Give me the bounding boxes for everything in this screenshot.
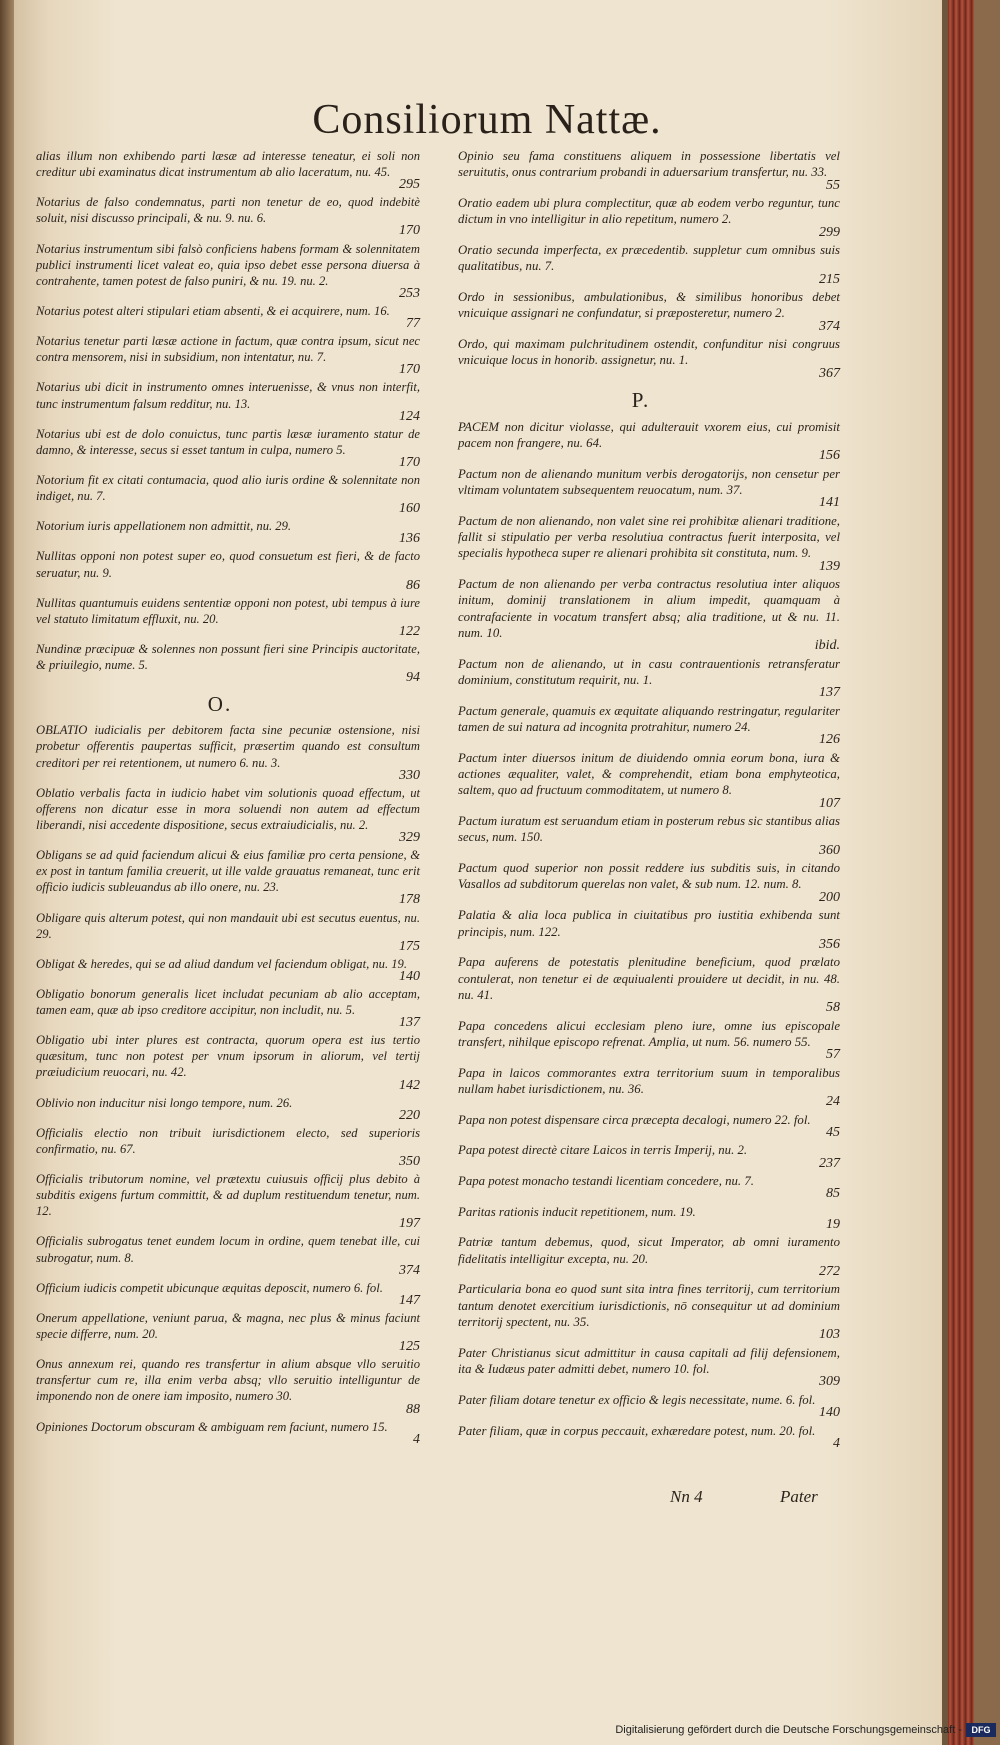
index-entry-page: 19 xyxy=(826,1217,840,1233)
index-entry xyxy=(442,1234,840,1280)
index-entry-text: Nullitas opponi non potest super eo, quod consuetum est fieri, & de facto seruatur, nu. 9. xyxy=(36,549,420,580)
index-entry xyxy=(442,907,840,953)
index-entry-page: 140 xyxy=(399,968,420,984)
index-entry-text: Officialis electio non tribuit iurisdictionem electo, sed superioris confirmatio, nu. 67. xyxy=(36,1125,420,1156)
index-entry xyxy=(20,1125,420,1170)
index-entry-text: Officium iudicis competit ubicunque æquitas deposcit, numero 6. fol. xyxy=(36,1280,383,1295)
index-entry-text: PACEM non dicitur violasse, qui adulterauit vxorem eius, cui promisit pacem non frangere, nu. 64. xyxy=(458,419,840,450)
index-entry-text: OBLATIO iudicialis per debitorem facta sine pecuniæ ostensione, nisi probetur offerentis paupertas sufficit, præsertim quando est consultum creditori per rei retentionem, ut numero 6. nu. 3. xyxy=(36,723,420,770)
index-entry xyxy=(20,1171,420,1232)
index-entry xyxy=(20,1419,420,1448)
index-entry-page: 170 xyxy=(399,223,420,239)
index-entry xyxy=(20,595,420,640)
index-entry xyxy=(442,1173,840,1203)
index-entry-text: Notarius instrumentum sibi falsò conficiens habens formam & solennitatem publici instrumenti licet valeat eo, quia ipso debet esse persona diuersa à contrahente, tamen potest de falso puniri, & nu. 19. nu. 2. xyxy=(36,241,420,288)
book-spine xyxy=(0,0,14,1745)
index-entry-page: 24 xyxy=(826,1094,840,1110)
index-entry xyxy=(20,426,420,471)
index-entry-text: Papa potest directè citare Laicos in terris Imperij, nu. 2. xyxy=(458,1143,748,1158)
index-entry xyxy=(20,1095,420,1124)
section-letter-p: P. xyxy=(631,388,651,413)
index-entry xyxy=(442,195,840,241)
index-entry-page: 139 xyxy=(819,558,840,574)
index-entry xyxy=(20,548,420,593)
index-entry-page: 77 xyxy=(406,316,420,332)
index-entry-text: Oblivio non inducitur nisi longo tempore, num. 26. xyxy=(36,1095,293,1110)
index-entry xyxy=(20,1032,420,1093)
index-entry-text: Papa concedens alicui ecclesiam pleno iure, omne ius episcopale transfert, nihilque episcopo refrenat. Amplia, ut num. 56. numero 55. xyxy=(458,1018,840,1049)
index-entry xyxy=(442,813,840,859)
index-entry-page: 86 xyxy=(406,577,420,593)
index-entry-text: Nullitas quantumuis euidens sententiæ opponi non potest, ubi tempus à iure vel statuto limitatum effluxit, nu. 20. xyxy=(36,595,420,626)
index-entry-page: 374 xyxy=(399,1262,420,1278)
index-entry-page: 4 xyxy=(833,1435,840,1451)
index-entry-page: 141 xyxy=(819,495,840,511)
index-entry xyxy=(442,336,840,382)
index-entry-page: 295 xyxy=(399,177,420,193)
index-entry-page: 122 xyxy=(399,623,420,639)
index-entry-page: 88 xyxy=(406,1401,420,1417)
index-entry-text: Notarius potest alteri stipulari etiam absenti, & ei acquirere, num. 16. xyxy=(36,303,390,318)
index-entry-page: 126 xyxy=(819,732,840,748)
index-entry xyxy=(442,1018,840,1064)
index-entry-page: 175 xyxy=(399,938,420,954)
digitization-credit: Digitalisierung gefördert durch die Deutsche Forschungsgemeinschaft - xyxy=(615,1724,962,1736)
running-title: Consiliorum Nattæ. xyxy=(312,97,662,143)
index-entry-text: Notarius tenetur parti læsæ actione in factum, quæ contra ipsum, sicut nec contra mensorem, nisi in subsidium, non intentatur, nu. 7. xyxy=(36,334,420,365)
index-entry-text: Pactum inter diuersos initum de diuidendo omnia eorum bona, iura & actiones æqualiter, valet, & comprehendit, etiam bona emphyteotica, saltem, quo ad fructuum commoditatem, ut numero 8. xyxy=(458,750,840,798)
index-entry-text: Opiniones Doctorum obscuram & ambiguam rem faciunt, numero 15. xyxy=(36,1419,388,1434)
index-entry xyxy=(442,954,840,1016)
index-entry-text: Pater filiam, quæ in corpus peccauit, exhæredare potest, num. 20. fol. xyxy=(458,1423,816,1438)
index-entry-page: 330 xyxy=(399,767,420,783)
index-entry xyxy=(442,1142,840,1172)
index-entry-page: 58 xyxy=(826,1000,840,1016)
index-entry xyxy=(20,1233,420,1278)
index-entry-page: 137 xyxy=(819,685,840,701)
index-entry xyxy=(442,1204,840,1234)
index-entry xyxy=(442,148,840,194)
right-post-entries xyxy=(442,419,840,1453)
index-entry-page: 170 xyxy=(399,362,420,378)
left-pre-entries xyxy=(20,148,420,686)
index-entry-text: Paritas rationis inducit repetitionem, num. 19. xyxy=(458,1204,696,1219)
index-entry xyxy=(442,576,840,655)
index-entry-text: Ordo in sessionibus, ambulationibus, & similibus honoribus debet vnicuique assignari ne confundatur, si præposteretur, numero 2. xyxy=(458,290,840,321)
index-entry-page: 136 xyxy=(399,531,420,547)
index-entry-text: Patriæ tantum debemus, quod, sicut Imperator, ab omni iuramento fidelitatis intelligitur excepta, nu. 20. xyxy=(458,1235,840,1266)
signature-mark: Nn 4 xyxy=(670,1487,703,1506)
index-entry-page: 4 xyxy=(413,1431,420,1447)
index-entry-text: Notarius de falso condemnatus, parti non tenetur de eo, quod indebitè soluit, nisi discusso principali, & nu. 9. nu. 6. xyxy=(36,195,420,226)
index-entry-text: Pactum iuratum est seruandum etiam in posterum rebus sic stantibus alias secus, num. 150. xyxy=(458,814,841,845)
index-entry-text: Papa in laicos commorantes extra territorium suum in temporalibus nullam habet iurisdictionem, nu. 36. xyxy=(458,1065,840,1096)
index-entry-page: 299 xyxy=(819,224,840,240)
index-entry xyxy=(20,641,420,686)
section-letter-o: O. xyxy=(207,692,233,717)
index-entry-page: 125 xyxy=(399,1339,420,1355)
index-entry-text: Onus annexum rei, quando res transfertur in alium absque vllo seruitio transfertur cum re, illa enim verba absq; vllo seruitio intelliguntur de imponendo non de onere iam imposito, numero 30. xyxy=(36,1357,420,1404)
index-entry-text: Particularia bona eo quod sunt sita intra fines territorij, cum territorium tantum denotet exercitium iurisdictionis, nō consequitur ut ad dominium territorij spectent, nu. 35. xyxy=(458,1282,840,1330)
index-entry-text: Pactum non de alienando munitum verbis derogatorijs, non censetur per vltimam voluntatem subsequentem reuocatum, num. 37. xyxy=(458,466,840,497)
index-entry-text: alias illum non exhibendo parti læsæ ad interesse teneatur, ei soli non creditur ubi examinatus dicat instrumentum ab alio laceratum, nu. 45. xyxy=(36,149,420,180)
index-entry xyxy=(20,956,420,985)
index-entry-page: 170 xyxy=(399,454,420,470)
index-entry-page: 220 xyxy=(399,1107,420,1123)
index-entry xyxy=(442,1423,840,1453)
index-entry xyxy=(20,847,420,908)
index-entry-text: Papa auferens de potestatis plenitudine beneficium, quod prælato contulerat, non tenetur ei de æquiualenti prouidere ut decidit, in nu. 48. nu. 41. xyxy=(458,955,840,1002)
index-entry-page: 350 xyxy=(399,1154,420,1169)
index-entry xyxy=(442,466,840,512)
index-entry-text: Pactum non de alienando, ut in casu contrauentionis retransferatur dominium, constitutum requirit, nu. 1. xyxy=(458,656,840,687)
index-entry-page: 57 xyxy=(826,1047,840,1063)
index-entry xyxy=(442,750,840,812)
index-entry-text: Notorium iuris appellationem non admittit, nu. 29. xyxy=(36,519,292,534)
index-entry xyxy=(20,333,420,378)
index-entry-text: Pater Christianus sicut admittitur in causa capitali ad filij defensionem, ita & Iudæus pater admitti debet, numero 10. fol. xyxy=(458,1345,840,1377)
index-entry-text: Pactum quod superior non possit reddere ius subditis suis, in citando Vasallos ad subditorum querelas non valet, & sub num. 12. num. 8. xyxy=(458,861,840,892)
index-entry xyxy=(20,518,420,547)
index-entry xyxy=(442,1392,840,1422)
index-entry-text: Nundinæ præcipuæ & solennes non possunt fieri sine Principis auctoritate, & priuilegio, nume. 5. xyxy=(36,642,420,673)
index-entry-page: 45 xyxy=(826,1124,840,1140)
index-entry xyxy=(20,303,420,332)
index-entry-page: 103 xyxy=(819,1327,840,1343)
index-entry xyxy=(20,1356,420,1417)
index-entry xyxy=(442,1345,840,1391)
index-entry-text: Oratio secunda imperfecta, ex præcedentib. suppletur cum omnibus suis qualitatibus, nu. 7. xyxy=(458,243,840,274)
index-entry-text: Ordo, qui maximam pulchritudinem ostendit, confunditur nisi congruus vnicuique locus in honorib. assignetur, nu. 1. xyxy=(458,337,840,368)
index-entry-text: Pactum de non alienando, non valet sine rei prohibitæ alienari traditione, fallit si stipulatio per verba resolutiua contractus fuerit interposita, vel specialis hypotheca super re alienari prohibita sit constituta, num. 9. xyxy=(458,513,840,561)
index-entry-page: 55 xyxy=(826,177,840,193)
index-entry xyxy=(20,1280,420,1309)
index-entry-text: Officialis subrogatus tenet eundem locum in ordine, quem tenebat ille, cui subrogatur, num. 8. xyxy=(36,1234,420,1265)
index-entry-page: 107 xyxy=(819,795,840,811)
index-entry-page: 137 xyxy=(399,1015,420,1031)
index-entry xyxy=(442,289,840,335)
right-column xyxy=(442,148,840,1453)
index-entry-page: 140 xyxy=(819,1405,840,1421)
index-entry xyxy=(20,1310,420,1355)
index-entry xyxy=(20,472,420,517)
index-entry-text: Oblatio verbalis facta in iudicio habet vim solutionis quoad effectum, ut offerens non dicatur esse in mora soluendi non autem ad effectum liberandi, nisi accedente dispositione, secus extraiudicialis, nu. 2. xyxy=(36,785,420,832)
index-entry-text: Oratio eadem ubi plura complectitur, quæ ab eodem verbo reguntur, tunc dictum in vno intelligitur in alio repetitum, numero 2. xyxy=(458,196,840,227)
left-column xyxy=(20,148,420,1449)
index-entry-text: Onerum appellatione, veniunt parua, & magna, nec plus & minus faciunt specie differre, num. 20. xyxy=(36,1310,420,1342)
index-entry-text: Obligare quis alterum potest, qui non mandauit ubi est secutus euentus, nu. 29. xyxy=(36,910,420,941)
index-entry xyxy=(20,379,420,424)
index-entry xyxy=(20,241,420,302)
index-entry-page: 197 xyxy=(399,1216,420,1232)
index-entry-text: Opinio seu fama constituens aliquem in possessione libertatis vel seruitutis, onus contrarium probandi in aduersarium transfertur, nu. 33. xyxy=(458,149,840,180)
index-entry xyxy=(20,194,420,239)
index-entry-page: 356 xyxy=(819,936,840,952)
index-entry xyxy=(20,148,420,193)
index-entry-text: Notorium fit ex citati contumacia, quod alio iuris ordine & solennitate non indiget, nu. 7. xyxy=(36,472,420,504)
index-entry xyxy=(442,242,840,288)
index-entry-text: Pater filiam dotare tenetur ex officio & legis necessitate, nume. 6. fol. xyxy=(458,1392,816,1407)
index-entry xyxy=(442,656,840,702)
index-entry xyxy=(442,1065,840,1111)
index-entry-page: 309 xyxy=(819,1374,840,1390)
index-entry-page: ibid. xyxy=(814,638,840,654)
index-entry xyxy=(442,1281,840,1343)
index-entry-text: Pactum generale, quamuis ex æquitate aliquando restringatur, regulariter tamen de sui natura ad incognita protrahitur, numero 24. xyxy=(458,703,840,735)
index-entry-text: Obligatio bonorum generalis licet includat pecuniam ab alio acceptam, tamen eam, quæ ab ipso creditore accipitur, non includit, nu. 5. xyxy=(36,986,420,1018)
index-entry-page: 142 xyxy=(399,1077,420,1093)
index-entry-page: 374 xyxy=(819,318,840,334)
index-entry-page: 156 xyxy=(819,448,840,464)
index-entry-page: 215 xyxy=(819,271,840,287)
index-entry-page: 85 xyxy=(826,1186,840,1202)
index-entry xyxy=(20,785,420,846)
index-entry xyxy=(20,910,420,955)
index-entry-page: 329 xyxy=(399,830,420,846)
index-entry-page: 94 xyxy=(406,670,420,686)
index-entry-text: Notarius ubi est de dolo conuictus, tunc partis læsæ iuramento statur de damno, & interesse, secus si esset tantum in culpa, numero 5. xyxy=(36,426,420,457)
index-entry-text: Obligans se ad quid faciendum alicui & eius familiæ pro certa pensione, & ex post in tantum familia creuerit, ut ille valde grauatus remaneat, tunc erit officio iudicis subleuandus ab illo onere, nu. 23. xyxy=(36,848,420,895)
index-entry-page: 147 xyxy=(399,1292,420,1308)
index-entry-page: 200 xyxy=(819,889,840,905)
index-entry xyxy=(442,860,840,906)
red-page-edges xyxy=(948,0,974,1745)
left-post-entries xyxy=(20,722,420,1447)
index-entry-page: 178 xyxy=(399,892,420,908)
right-pre-entries xyxy=(442,148,840,382)
index-entry-page: 367 xyxy=(819,365,840,381)
index-entry-page: 272 xyxy=(819,1264,840,1280)
index-entry xyxy=(20,722,420,783)
index-entry xyxy=(442,419,840,465)
index-entry-page: 253 xyxy=(399,285,420,301)
index-entry-text: Obligat & heredes, qui se ad aliud dandum vel faciendum obligat, nu. 19. xyxy=(36,956,408,971)
index-entry xyxy=(442,703,840,749)
index-entry-text: Pactum de non alienando per verba contractus resolutiua inter aliquos initum, dominij translationem in alium impedit, quamquam à contrafaciente in vocatum transfert absq; alia traditione, ut & nu. 11. num. 10. xyxy=(458,576,840,640)
index-entry-text: Palatia & alia loca publica in ciuitatibus pro iustitia exhibenda sunt principis, num. 122. xyxy=(458,908,840,939)
index-entry-text: Papa non potest dispensare circa præcepta decalogi, numero 22. fol. xyxy=(458,1112,811,1127)
index-entry-page: 360 xyxy=(819,842,840,858)
catchword: Pater xyxy=(780,1487,818,1506)
index-entry-page: 160 xyxy=(399,501,420,517)
index-entry xyxy=(20,986,420,1031)
index-entry-text: Officialis tributorum nomine, vel prætextu cuiusuis officij plus debito à subditis exigens furtum committit, & ad duplum restituendum tenetur, num. 12. xyxy=(36,1172,420,1219)
index-entry xyxy=(442,1112,840,1142)
dfg-logo: DFG xyxy=(966,1723,996,1737)
index-entry-text: Notarius ubi dicit in instrumento omnes interuenisse, & vnus non interfit, tunc instrumentum falsum redditur, nu. 13. xyxy=(36,380,420,411)
index-entry-text: Papa potest monacho testandi licentiam concedere, nu. 7. xyxy=(458,1174,754,1188)
index-entry-page: 237 xyxy=(819,1155,840,1171)
index-entry xyxy=(442,513,840,575)
index-entry-text: Obligatio ubi inter plures est contracta, quorum opera est ius tertio quæsitum, tunc non potest per vnum ipsorum in aliorum, vel tertij præiudicium reuocari, nu. 42. xyxy=(36,1033,420,1080)
index-entry-page: 124 xyxy=(399,408,420,424)
